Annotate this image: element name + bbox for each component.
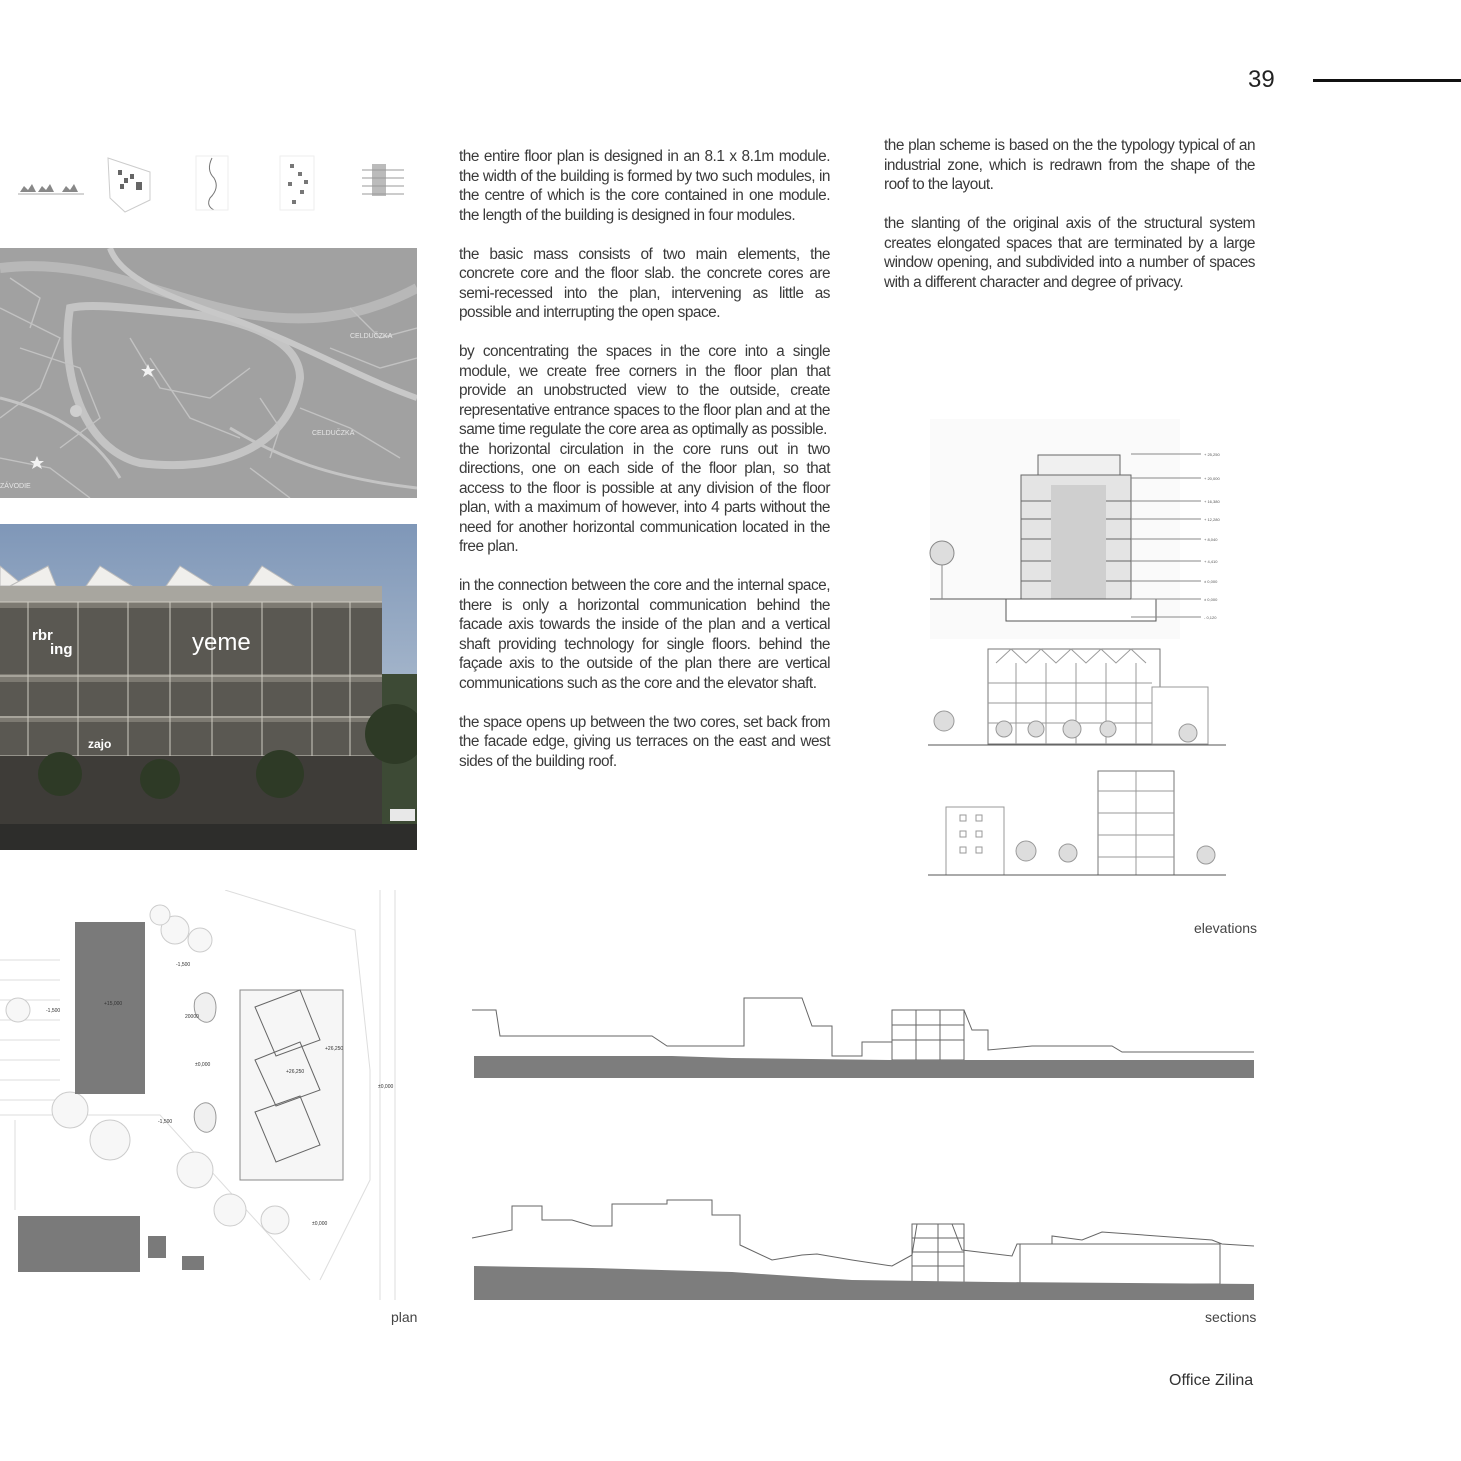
render-sign: rbr (32, 627, 53, 644)
paragraph: the basic mass consists of two main elements, the concrete core and the floor slab. the concrete cores are semi-recessed into the plan, intervening as little as possible and interrupting the open space. (459, 245, 830, 321)
paragraph: in the connection between the core and the internal space, there is only a horizontal communication behind the facade axis towards the inside of the plan and a vertical shaft providing technology for single floors. behind the façade axis to the outside of the plan there are vertical communications such as the core and the elevator shaft. (459, 577, 830, 692)
level-label: - 0,120 (1204, 615, 1217, 620)
page-rule (1313, 79, 1461, 82)
sections-caption: sections (1205, 1309, 1257, 1325)
paragraph: the slanting of the original axis of the structural system creates elongated spaces that are terminated by a large window opening, and subdivided into a number of spaces with a different character and degree of privacy. (884, 215, 1255, 291)
elevation-drawings (926, 415, 1226, 880)
plan-label: +26,250 (286, 1069, 305, 1075)
plan-label: ±0,000 (195, 1062, 211, 1068)
plan-caption: plan (391, 1309, 418, 1325)
paragraph: by concentrating the spaces in the core into a single module, we create free corners in the floor plan that provide an unobstructed view to the outside, create representative entrance spaces to the floor plan and at the same time regulate the core area as optimally as possible. (459, 343, 830, 438)
site-plan (0, 890, 420, 1300)
plan-label: -1,500 (176, 962, 191, 968)
level-label: ± 0,000 (1204, 597, 1218, 602)
level-label: + 20,000 (1204, 476, 1220, 481)
footer-project-name: Office Zilina (1169, 1372, 1254, 1389)
plan-label: 20000 (185, 1014, 199, 1020)
render-sign: yeme (192, 629, 251, 656)
render-sign: zajo (88, 737, 112, 751)
map-label: CELDUČZKA (350, 333, 393, 340)
concept-diagrams (0, 150, 420, 215)
text-column-left (459, 147, 830, 791)
level-label: + 16,380 (1204, 499, 1220, 504)
plan-label: ±0,000 (378, 1084, 394, 1090)
plan-label: -1,500 (46, 1008, 61, 1014)
map-label: CELDUČZKA (312, 430, 355, 437)
render-sign: ing (50, 641, 73, 658)
level-label: ± 0,000 (1204, 579, 1218, 584)
paragraph: the plan scheme is based on the the typology typical of an industrial zone, which is redrawn from the shape of the roof to the layout. (884, 137, 1255, 193)
level-label: + 8,040 (1204, 537, 1218, 542)
level-label: + 12,280 (1204, 517, 1220, 522)
level-label: + 25,250 (1204, 452, 1220, 457)
text-column-right (884, 136, 1255, 312)
site-map (0, 248, 417, 498)
page-number: 39 (1248, 66, 1275, 93)
paragraph: the horizontal circulation in the core runs out in two directions, one on each side of the floor plan, so that access to the floor is possible at any division of the floor plan, with a maximum of however, into 4 parts without the need for another horizontal communication located in the free plan. (459, 440, 830, 555)
building-render (0, 524, 417, 850)
section-drawings (472, 990, 1256, 1300)
plan-label: -1,500 (158, 1119, 173, 1125)
paragraph: the space opens up between the two cores, set back from the facade edge, giving us terraces on the east and west sides of the building roof. (459, 713, 830, 770)
paragraph: the entire floor plan is designed in an 8.1 x 8.1m module. the width of the building is formed by two such modules, in the centre of which is the core contained in one module. the length of the building is designed in four modules. (459, 148, 830, 224)
level-label: + 4,410 (1204, 559, 1218, 564)
map-label: ZÁVODIE (0, 483, 31, 490)
elevations-caption: elevations (1194, 920, 1258, 936)
plan-label: ±0,000 (312, 1221, 328, 1227)
plan-label: +26,250 (325, 1046, 344, 1052)
plan-label: +15,000 (104, 1001, 123, 1007)
